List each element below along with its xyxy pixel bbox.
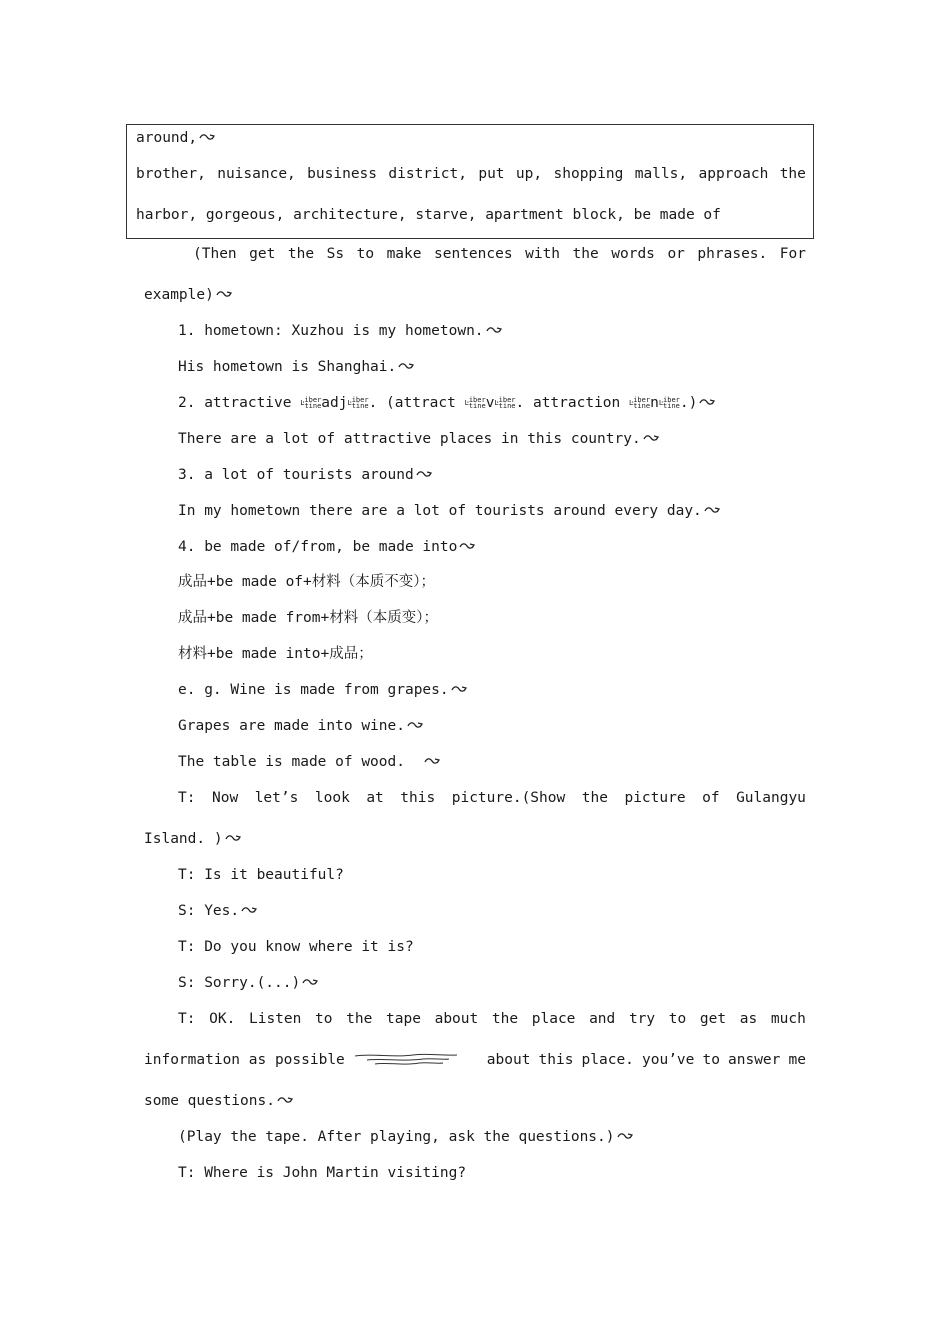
word: of [702,790,720,806]
paragraph-mark-icon [451,685,467,695]
item-4 [178,537,475,557]
item-text: e. g. Wine is made from grapes. [178,682,449,698]
word: this [538,1052,574,1068]
word: about [486,1052,531,1068]
word: (Then [193,246,237,262]
word: the [581,790,608,806]
item-text: The table is made of wood. [178,754,405,770]
dialogue-t1-cont [144,829,241,849]
pos-n: n [650,395,659,411]
word: tape [386,1011,421,1027]
pos-adj: adj [321,395,348,411]
dialogue-s2 [178,973,318,993]
word: Gulangyu [736,790,806,806]
word: the [491,1011,519,1027]
item-text: 4. be made of/from, be made into [178,539,458,555]
garbled-glyph: Ŀ [464,399,469,407]
paragraph-mark-icon [225,834,241,844]
garbled-sub: iber tine [351,396,369,410]
paragraph-mark-icon [416,470,432,480]
garbled-glyph: Ŀ [347,399,352,407]
dialogue-t1 [178,788,806,808]
item-text: 3. a lot of tourists around [178,467,414,483]
word: district, [388,166,467,182]
word: to [668,1011,687,1027]
item-3-example [178,501,720,521]
word: shopping [553,166,624,182]
garbled-sub: iber tine [663,396,680,410]
paragraph-mark-icon [704,506,720,516]
item-text: 1. hometown: Xuzhou is my hometown. [178,323,484,339]
dialogue-text: information as possible [144,1052,345,1068]
paragraph-mark-icon [643,434,659,444]
word: words [611,246,655,262]
word: Ss [326,246,345,262]
word: as [739,1011,758,1027]
word: brother, [136,166,206,182]
dialogue-t4-cont-words [487,1050,806,1070]
word: make [386,246,422,262]
dialogue-text: S: Yes. [178,903,240,919]
word: this [400,790,436,806]
garbled-sub: iber tine [633,396,651,410]
pos-v: v [485,395,495,411]
word: the [287,246,315,262]
garbled-sub: iber tine [468,396,486,410]
dialogue-text: S: Sorry.(...) [178,975,301,991]
item-4-rule-2: 成品+be made from+材料（本质变）； [178,610,438,626]
word: OK. [209,1011,236,1027]
word: me [788,1052,806,1068]
intro-line-2 [144,285,232,305]
word: Now [211,790,239,806]
paragraph-mark-icon [398,362,414,372]
word: Listen [248,1011,302,1027]
word: T: [178,790,196,806]
dialogue-text: some questions. [144,1093,275,1109]
word: much [770,1011,806,1027]
word: business [307,166,378,182]
word: to [315,1011,333,1027]
word: sentences [434,246,513,262]
paragraph-mark-icon [216,290,232,300]
paragraph-mark-icon [486,326,502,336]
word: answer [728,1052,781,1068]
word: the [779,166,806,182]
vocab-line-3: harbor, gorgeous, architecture, starve, apartment block, be made of [136,207,721,223]
word: and [589,1011,616,1027]
intro-text: example) [144,287,214,303]
word: the [346,1011,373,1027]
word: get [249,246,276,262]
item-4-example-1 [178,680,467,700]
item-3 [178,465,432,485]
wavy-underline-icon [353,1052,459,1068]
intro-line-1 [193,244,806,264]
paragraph-mark-icon [424,757,440,767]
paragraph-mark-icon [199,133,215,143]
item-4-rule-3: 材料+be made into+成品； [178,646,373,662]
word: about [434,1011,479,1027]
item-1-example [178,357,414,377]
word: you’ve [642,1052,695,1068]
dialogue-t4-cont [144,1050,806,1070]
dialogue-t4-end [144,1091,293,1111]
vocab-line-1 [136,128,215,148]
paragraph-mark-icon [407,721,423,731]
item-4-example-3 [178,752,440,772]
dialogue-s1 [178,901,257,921]
item-text: Grapes are made into wine. [178,718,405,734]
item-text: . attraction [515,395,629,411]
vocab-line-2 [136,164,806,184]
dialogue-t5: T: Where is John Martin visiting? [178,1165,467,1181]
paragraph-mark-icon [241,906,257,916]
word: up, [515,166,543,182]
dialogue-text: Island. ) [144,831,223,847]
paragraph-mark-icon [302,978,318,988]
item-text: In my hometown there are a lot of tourists around every day. [178,503,702,519]
word: For [779,246,806,262]
paragraph-mark-icon [617,1132,633,1142]
garbled-glyph: Ŀ [300,399,305,407]
word: at [366,790,384,806]
item-1 [178,321,502,341]
word: with [525,246,561,262]
word: or [667,246,685,262]
word: to [356,246,375,262]
item-text: 2. attractive [178,395,301,411]
item-4-rule-1: 成品+be made of+材料（本质不变）； [178,574,436,590]
word: get [699,1011,727,1027]
word: let’s [254,790,299,806]
word: put [478,166,505,182]
word: nuisance, [217,166,296,182]
garbled-glyph: Ŀ [494,399,499,407]
garbled-glyph: Ŀ [629,399,634,407]
word: T: [178,1011,196,1027]
word: picture.(Show [451,790,566,806]
vocab-text: around, [136,130,198,146]
item-text: .) [679,395,698,411]
word: approach [698,166,769,182]
word: the [572,246,599,262]
word: to [702,1052,720,1068]
play-instruction [178,1127,633,1147]
paragraph-mark-icon [699,398,715,408]
item-2 [178,393,715,413]
word: place. [581,1052,634,1068]
garbled-sub: iber tine [498,396,516,410]
paragraph-mark-icon [459,542,475,552]
garbled-sub [304,397,321,409]
word: picture [624,790,686,806]
item-4-example-2 [178,716,423,736]
word: look [314,790,350,806]
item-text: . (attract [368,395,465,411]
dialogue-t3: T: Do you know where it is? [178,939,414,955]
word: try [628,1011,656,1027]
sub-top: iber [304,396,322,404]
dialogue-t2: T: Is it beautiful? [178,867,344,883]
dialogue-t4 [178,1009,806,1029]
garbled-glyph: Ŀ [658,399,664,407]
dialogue-text: (Play the tape. After playing, ask the questions.) [178,1129,615,1145]
word: phrases. [697,246,768,262]
item-text: There are a lot of attractive places in this country. [178,431,641,447]
item-2-example [178,429,659,449]
item-text: His hometown is Shanghai. [178,359,397,375]
word: place [531,1011,576,1027]
paragraph-mark-icon [277,1096,293,1106]
sub-bottom: tine [304,402,322,410]
word: malls, [634,166,688,182]
